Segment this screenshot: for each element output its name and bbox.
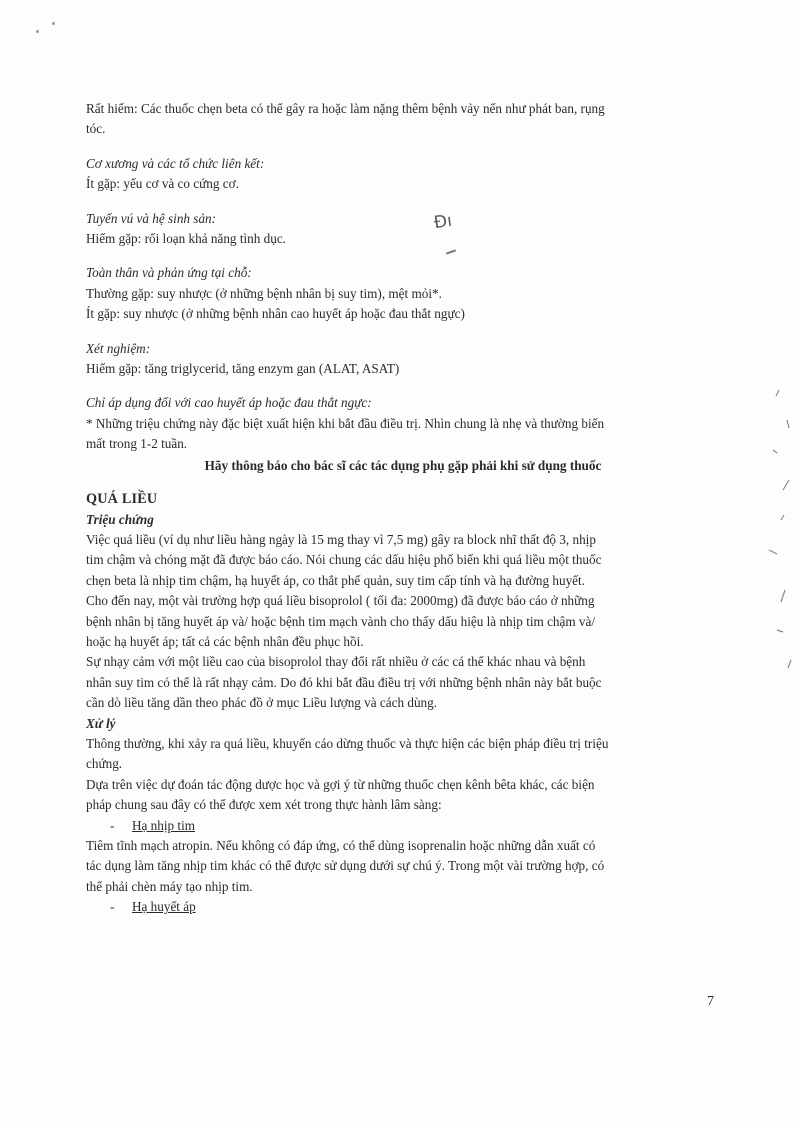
text-line: bệnh nhân bị tăng huyết áp và/ hoặc bệnh tim mạch vành cho thấy dấu hiệu là nhịp tim chậm và/ (86, 613, 596, 629)
text-line: Dựa trên việc dự đoán tác động dược học và gợi ý từ những thuốc chẹn kênh bêta khác, các biện (86, 776, 595, 792)
dash-item-label: Hạ nhịp tim (132, 817, 196, 833)
subheading: Cơ xương và các tổ chức liên kết: (86, 155, 265, 171)
text-line: tim chậm và chóng mặt đã được báo cáo. Nói chung các dấu hiệu phổ biến khi quá liều một thuốc (86, 552, 602, 568)
text-line: Sự nhạy cảm với một liều cao của bisoprolol thay đổi rất nhiều ở các cá thể khác nhau và bệnh (86, 654, 586, 670)
text-line: Ít gặp: yếu cơ và co cứng cơ. (86, 176, 239, 192)
subsection-heading: Xử lý (86, 715, 116, 731)
text-line: Rất hiếm: Các thuốc chẹn beta có thể gây ra hoặc làm nặng thêm bệnh vảy nến như phát ban, rụng (86, 101, 605, 116)
subheading: Toàn thân và phản ứng tại chỗ: (86, 265, 252, 281)
general-section (86, 263, 720, 324)
text-line: Hiếm gặp: tăng triglycerid, tăng enzym gan (ALAT, ASAT) (86, 361, 400, 377)
text-line: Hiếm gặp: rối loạn khả năng tình dục. (86, 231, 286, 247)
dash-item (86, 816, 720, 836)
text-line: thể phải chèn máy tạo nhịp tim. (86, 878, 253, 894)
text-line: tóc. (86, 121, 106, 137)
notice-line: Hãy thông báo cho bác sĩ các tác dụng phụ gặp phải khi sử dụng thuốc (204, 457, 602, 473)
treatment-text (86, 734, 720, 918)
text-line: cần dò liều tăng dần theo phác đồ ở mục Liều lượng và cách dùng. (86, 695, 438, 711)
text-line: nhân suy tim có thể là rất nhạy cảm. Do đó khi bắt đầu điều trị với những bệnh nhân này bắt buộc (86, 674, 602, 690)
musculoskeletal-section (86, 154, 720, 195)
subheading: Tuyến vú và hệ sinh sản: (86, 210, 217, 226)
dash-item-label: Hạ huyết áp (132, 899, 196, 915)
note-section (86, 393, 720, 454)
text-line: mất trong 1-2 tuần. (86, 436, 188, 452)
section-heading: QUÁ LIỀU (86, 491, 158, 508)
text-line: Thông thường, khi xảy ra quá liều, khuyến cáo dừng thuốc và thực hiện các biện pháp điều trị triệu (86, 735, 609, 751)
handwritten-annotation: Ɖı (432, 210, 454, 234)
subheading: Chỉ áp dụng đối với cao huyết áp hoặc đau thắt ngực: (86, 395, 372, 411)
dash-marker: - (110, 817, 115, 833)
subheading: Xét nghiệm: (86, 340, 151, 356)
subsection-heading: Triệu chứng (86, 511, 154, 527)
page-number: 7 (707, 994, 714, 1009)
text-line: * Những triệu chứng này đặc biệt xuất hiện khi bắt đầu điều trị. Nhìn chung là nhẹ và thường biến (86, 415, 605, 431)
symptoms-text (86, 530, 720, 714)
dash-item (86, 897, 720, 917)
reproductive-section (86, 209, 720, 250)
text-line: hoặc hạ huyết áp; tất cả các bệnh nhân đều phục hồi. (86, 633, 364, 649)
text-line: chẹn beta là nhịp tim chậm, hạ huyết áp, co thắt phế quản, suy tim cấp tính và hạ đường huyết. (86, 572, 585, 588)
scan-speck (52, 22, 55, 25)
text-line: Việc quá liều (ví dụ như liều hàng ngày là 15 mg thay vì 7,5 mg) gây ra block nhĩ thất độ 3, nhịp (86, 531, 596, 547)
text-line: Tiêm tĩnh mạch atropin. Nếu không có đáp ứng, có thể dùng isoprenalin hoặc những dẫn xuất có (86, 838, 596, 853)
dash-marker: - (110, 899, 115, 915)
text-line: pháp chung sau đây có thể được xem xét trong thực hành lâm sàng: (86, 797, 442, 813)
skin-section (86, 99, 720, 140)
tests-section (86, 339, 720, 380)
document-body (86, 99, 720, 918)
text-line: Thường gặp: suy nhược (ở những bệnh nhân bị suy tim), mệt mỏi*. (86, 285, 442, 301)
text-line: Cho đến nay, một vài trường hợp quá liều bisoprolol ( tối đa: 2000mg) đã được báo cáo ở những (86, 593, 595, 609)
scan-edge-artifact (759, 380, 799, 680)
scan-speck (36, 30, 39, 33)
text-line: tác dụng làm tăng nhịp tim khác có thể được sử dụng dưới sự chú ý. Trong một vài trường hợp, có (86, 858, 605, 874)
text-line: chứng. (86, 756, 123, 772)
text-line: Ít gặp: suy nhược (ở những bệnh nhân cao huyết áp hoặc đau thắt ngực) (86, 306, 465, 322)
